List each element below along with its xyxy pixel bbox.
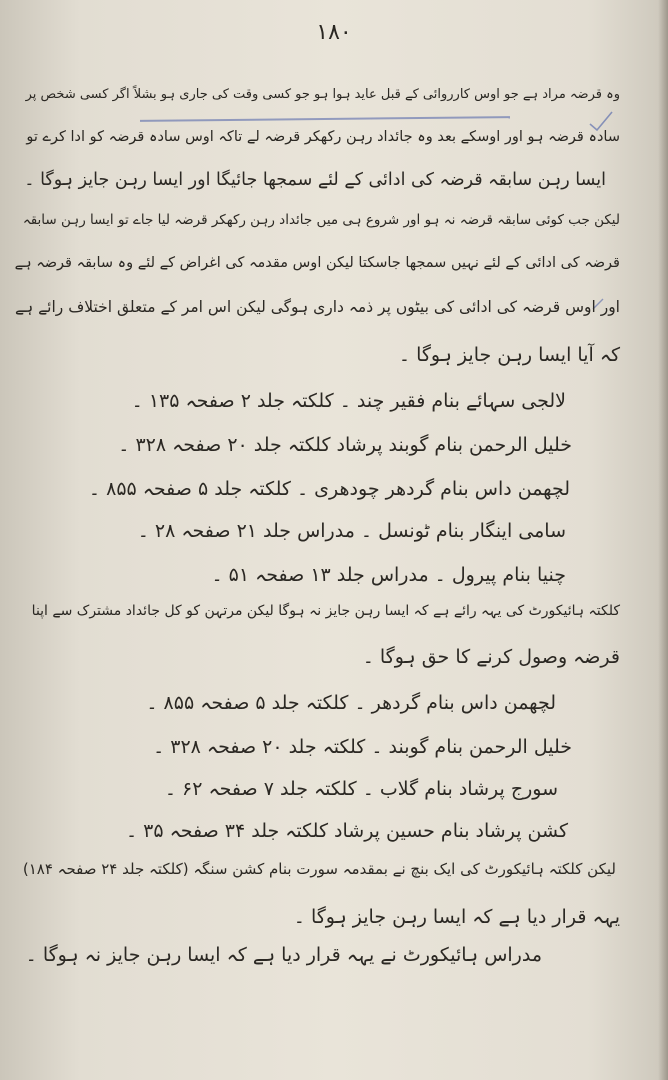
citation-line: سورج پرشاد بنام گلاب ۔ کلکتہ جلد ۷ صفحہ ۶۲ ۔ (164, 778, 558, 800)
citation-line: خلیل الرحمن بنام گوبند ۔ کلکتہ جلد ۲۰ صفحہ ۳۲۸ ۔ (153, 736, 572, 758)
citation-line: لچھمن داس بنام گردھر چودھری ۔ کلکتہ جلد ۵ صفحہ ۸۵۵ ۔ (88, 478, 570, 500)
page-spine-shadow (658, 0, 668, 1080)
text-line: ایسا رہن سابقہ قرضہ کی ادائی کے لئے سمجھا جائیگا اور ایسا رہن جایز ہوگا ۔ (24, 170, 606, 190)
text-line: کہ آیا ایسا رہن جایز ہوگا ۔ (398, 344, 620, 366)
citation-line: لچھمن داس بنام گردھر ۔ کلکتہ جلد ۵ صفحہ ۸۵۵ ۔ (146, 692, 556, 714)
citation-line: کشن پرشاد بنام حسین پرشاد کلکتہ جلد ۳۴ صفحہ ۳۵ ۔ (125, 820, 568, 842)
text-line: کلکتہ ہائیکورٹ کی یہہ رائے ہے کہ ایسا رہن جایز نہ ہوگا لیکن مرتہن کو کل جائداد مشترک سے اپنا (31, 603, 620, 619)
text-line: قرضہ کی ادائی کے لئے نہیں سمجھا جاسکتا لیکن اوس مقدمہ کی اغراض کے لئے وہ سابقہ قرضہ ہے (14, 255, 620, 271)
citation-line: خلیل الرحمن بنام گوبند پرشاد کلکتہ جلد ۲۰ صفحہ ۳۲۸ ۔ (118, 434, 572, 456)
citation-line: لالجی سہائے بنام فقیر چند ۔ کلکتہ جلد ۲ صفحہ ۱۳۵ ۔ (131, 390, 566, 412)
text-line: لیکن کلکتہ ہائیکورٹ کی ایک بنچ نے بمقدمہ سورت بنام کشن سنگہ (کلکتہ جلد ۲۴ صفحہ ۱۸۴) (22, 860, 616, 878)
text-line: قرضہ وصول کرنے کا حق ہوگا ۔ (362, 646, 620, 668)
text-line: یہہ قرار دیا ہے کہ ایسا رہن جایز ہوگا ۔ (293, 906, 620, 928)
citation-line: سامی اینگار بنام ٹونسل ۔ مدراس جلد ۲۱ صفحہ ۲۸ ۔ (137, 520, 566, 542)
text-line: اور اوس قرضہ کی ادائی کی بیٹوں پر ذمہ داری ہوگی لیکن اس امر کے متعلق اختلاف رائے ہے (14, 298, 620, 316)
text-line: سادہ قرضہ ہو اور اوسکے بعد وہ جائداد رہن رکھکر قرضہ لے تاکہ اوس سادہ قرضہ کو ادا کرے تو (26, 129, 620, 145)
text-line: لیکن جب کوئی سابقہ قرضہ نہ ہو اور شروع ہی میں جائداد رہن رکھکر قرضہ لیا جاے تو ایسا رہن سابقہ (22, 212, 620, 228)
page-number: ۱۸۰ (316, 20, 352, 45)
citation-line: چنیا بنام پیرول ۔ مدراس جلد ۱۳ صفحہ ۵۱ ۔ (211, 564, 566, 586)
text-line: وہ قرضہ مراد ہے جو اوس کارروائی کے قبل عاید ہوا ہو جو کسی وقت کی جاری ہو بشلاً اگر کسی شخص پر (25, 87, 620, 102)
pencil-underline-mark (140, 116, 510, 122)
text-line: مدراس ہائیکورٹ نے یہہ قرار دیا ہے کہ ایسا رہن جایز نہ ہوگا ۔ (25, 944, 542, 966)
